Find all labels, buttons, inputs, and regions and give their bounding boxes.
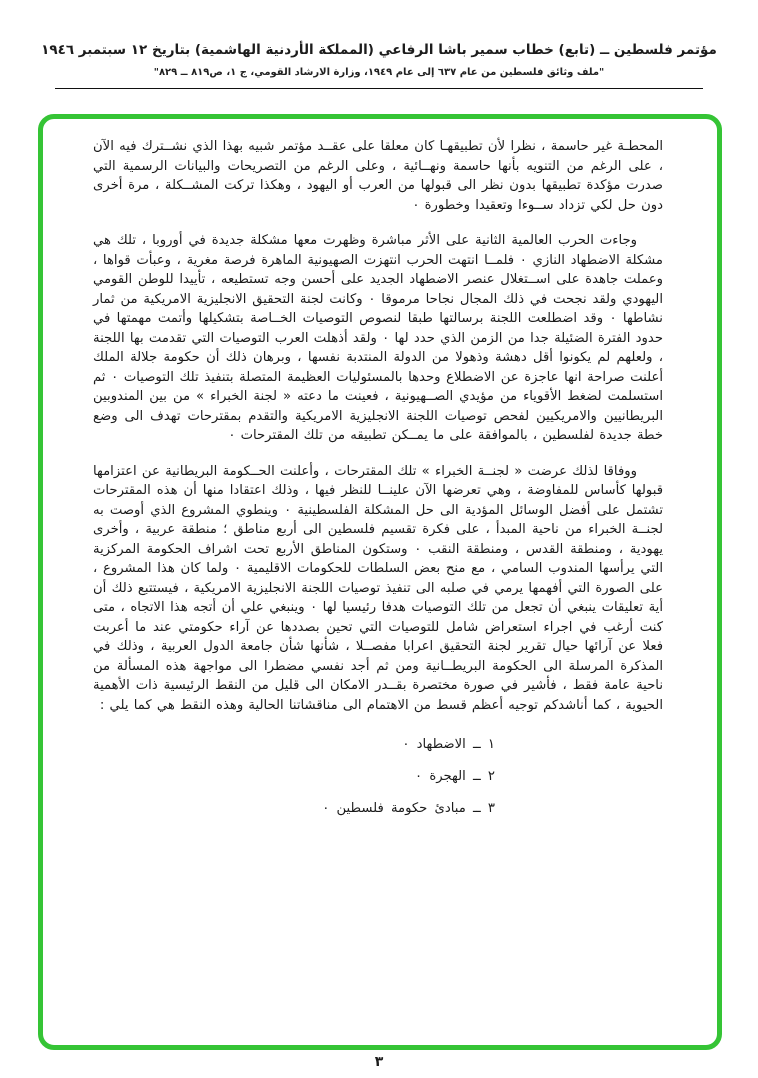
- paragraph-3: ووفاقا لذلك عرضت « لجنــة الخبراء » تلك المقترحات ، وأعلنت الحــكومة البريطانية عن اعتزامها قبولها كأساس للمفاوضة ، وهي تعرضها الآن علينــا للنظر فيها ، وذلك اعتقادا منها أن هذه المقترحات تشتمل على أفضل الوسائل المؤدية الى حل المشكلة الفلسطينية ٠ وينطوي المشروع الذي أوصت به لجنــة الخبراء من ناحية المبدأ ، على فكرة تقسيم فلسطين الى أربع مناطق ؛ منطقة عربية ، وأخرى يهودية ، ومنطقة القدس ، ومنطقة النقب ٠ وستكون المناطق الأربع تحت اشراف الحكومة المركزية التي يرأسها المندوب السامي ، مع منح بعض السلطات للحكومات الاقليمية ٠ ولما كان هذا المشروع ، على الصورة التي أفهمها يرمي في صلبه الى تنفيذ توصيات اللجنة الانجليزية الامريكية ، فيستتبع ذلك أن أية تعليقات ينبغي أن تجعل من تلك التوصيات هدفا رئيسيا لها ٠ وينبغي علي أن أتجه هذا الاتجاه ، متى كنت أرغب في اجراء استعراض شامل للتوصيات التي تحين بصددها عن آراء حكومتي عند ما أعربت فعلا عن آرائها حيال تقرير لجنة التحقيق اعرابا مفصــلا ، شأنها شأن جامعة الدول العربية ، وذلك في المذكرة المرسلة الى الحكومة البريطــانية ومن ثم أجد نفسي مضطرا الى مواجهة هذه المسألة من ناحية عامة فقط ، فأشير في صورة مختصرة بقــدر الامكان الى قليل من النقط الرئيسية ذات الأهمية الحيوية ، كما أناشدكم توجيه أعظم قسط من الاهتمام الى مناقشاتنا الحالية وهذه النقط هي كما يلي :: [93, 463, 663, 713]
- speech-body: [93, 137, 663, 715]
- green-border-content-box: [38, 114, 722, 1050]
- list-item-2: ٢ ــ الهجرة ٠: [415, 769, 495, 784]
- paragraph-1: المحطـة غير حاسمة ، نظرا لأن تطبيقهـا كان معلقا على عقــد مؤتمر شبيه بهذا الذي نشــترك فيه الآن ، على الرغم من التنويه بأنها حاسمة ونهــائية ، وعلى الرغم من التصريحات والبيانات الرسمية التي صدرت مؤكدة تطبيقها بدون نظر الى قبولها من العرب أو اليهود ، وهكذا تركت المشــكلة ، مرة أخرى دون حل لكي تزداد ســوءا وتعقيدا وخطورة ٠: [93, 139, 663, 213]
- list-item-3: ٣ ــ مبادئ حكومة فلسطين ٠: [322, 801, 495, 816]
- page-header: [0, 0, 758, 89]
- document-title: مؤتمر فلسطين ــ (تابع) خطاب سمير باشا الرفاعي (المملكة الأردنية الهاشمية) بتاريخ ١٢ سبتمبر ١٩٤٦: [41, 42, 717, 58]
- header-divider: [55, 88, 703, 89]
- numbered-points-list: [93, 735, 495, 818]
- list-item-1: ١ ــ الاضطهاد ٠: [402, 737, 495, 752]
- paragraph-2: وجاءت الحرب العالمية الثانية على الأثر مباشرة وظهرت معها مشكلة جديدة في أوروبا ، تلك هي مشكلة الاضطهاد النازي ٠ فلمــا انتهت الحرب انتهزت الصهيونية الماهرة فرصة مغرية ، وعبأت قواها ، وعملت جاهدة على اســتغلال عنصر الاضطهاد الجديد على أحسن وجه تستطيعه ، تأييدا للوطن القومي اليهودي ولقد نجحت في ذلك المجال نجاحا مرموقا ٠ وكانت لجنة التحقيق الانجليزية الامريكية من ثمار نشاطها ٠ وقد اضطلعت اللجنة برسالتها طبقا لنصوص التوصيات الخــاصة بتشكيلها وأتمت مهمتها في حدود الفترة الضئيلة جدا من الزمن الذي حدد لها ٠ ولقد أذهلت العرب التوصيات التي تقدمت بها اللجنة ، ولعلهم لم يكونوا أقل دهشة وذهولا من الدولة المنتدبة نفسها ، وبرهان ذلك أن حكومة جلالة الملك أعلنت صراحة انها عاجزة عن الاضطلاع وحدها بالمسئوليات العظيمة المتصلة بتنفيذ تلك التوصيات ٠ ثم استسلمت لضغط الأقوياء من مؤيدي الصــهيونية ، فعينت ما دعته « لجنة الخبراء » من بين المندوبين البريطانيين والامريكيين لفحص توصيات اللجنة الانجليزية الامريكية والتقدم بمقترحات تهدف الى وضع خطة جديدة لفلسطين ، بالموافقة على ما يمــكن تطبيقه من تلك المقترحات ٠: [93, 233, 664, 443]
- page-number: ٣: [374, 1054, 384, 1070]
- document-source-reference: "ملف وثائق فلسطين من عام ٦٣٧ إلى عام ١٩٤٩، وزارة الارشاد القومي، ج ١، ص٨١٩ ــ ٨٢٩": [153, 67, 605, 79]
